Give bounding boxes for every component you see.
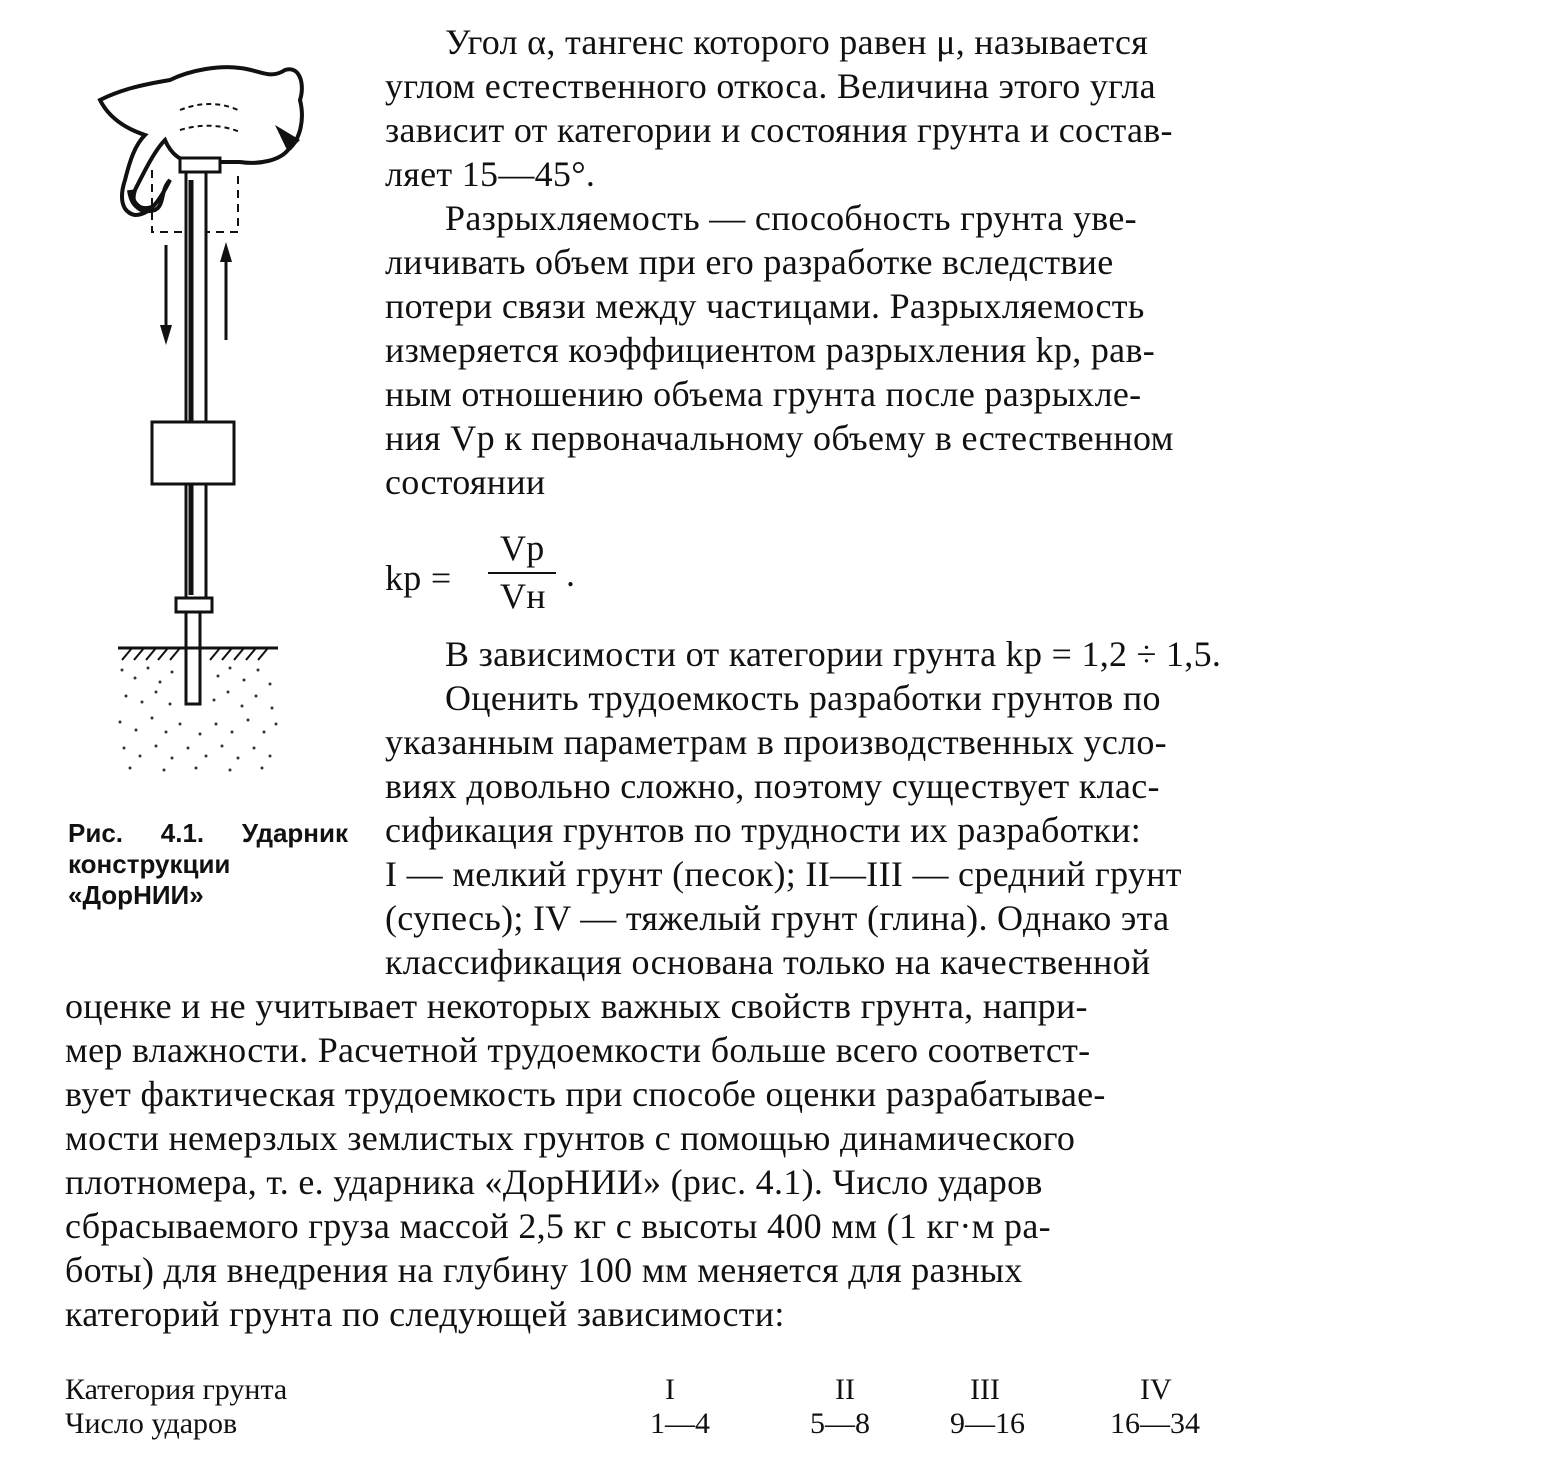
hammer-device-illustration bbox=[60, 40, 360, 780]
table-cell: I bbox=[665, 1373, 675, 1406]
table-cell: III bbox=[970, 1373, 1000, 1406]
formula-numerator: Vр bbox=[500, 528, 545, 568]
table-row-label: Число ударов bbox=[65, 1407, 238, 1440]
table-cell: IV bbox=[1140, 1373, 1172, 1406]
table-cell: 16—34 bbox=[1110, 1407, 1200, 1440]
formula-denominator: Vн bbox=[500, 576, 546, 616]
table-row-label: Категория грунта bbox=[65, 1373, 288, 1406]
text-line: указанным параметрам в производственных усло- bbox=[385, 722, 1167, 762]
text-line: Разрыхляемость — способность грунта уве- bbox=[445, 198, 1137, 238]
text-line: ляет 15—45°. bbox=[385, 154, 596, 194]
text-line: потери связи между частицами. Разрыхляемость bbox=[385, 286, 1145, 326]
text-line: боты) для внедрения на глубину 100 мм меняется для разных bbox=[65, 1250, 1023, 1290]
text-line: ния Vр к первоначальному объему в естественном bbox=[385, 418, 1174, 458]
text-line: классификация основана только на качественной bbox=[385, 942, 1151, 982]
figure-caption: Рис. 4.1. Ударник конструкции «ДорНИИ» bbox=[68, 818, 348, 910]
text-line: мости немерзлых землистых грунтов с помощью динамического bbox=[65, 1118, 1076, 1158]
text-line: (супесь); IV — тяжелый грунт (глина). Однако эта bbox=[385, 898, 1170, 938]
text-line: сификация грунтов по трудности их разработки: bbox=[385, 810, 1142, 850]
text-line: плотномера, т. е. ударника «ДорНИИ» (рис. 4.1). Число ударов bbox=[65, 1162, 1043, 1202]
text-line: Оценить трудоемкость разработки грунтов по bbox=[445, 678, 1161, 718]
text-line: В зависимости от категории грунта kр = 1,2 ÷ 1,5. bbox=[445, 634, 1222, 674]
text-line: ным отношению объема грунта после разрыхле- bbox=[385, 374, 1142, 414]
text-line: состоянии bbox=[385, 462, 546, 502]
text-line: оценке и не учитывает некоторых важных свойств грунта, напри- bbox=[65, 986, 1088, 1026]
text-line: углом естественного откоса. Величина этого угла bbox=[385, 66, 1156, 106]
formula-lhs: kр = bbox=[385, 558, 452, 598]
text-line: I — мелкий грунт (песок); II—III — средний грунт bbox=[385, 854, 1182, 894]
table-cell: 5—8 bbox=[810, 1407, 870, 1440]
text-line: зависит от категории и состояния грунта и состав- bbox=[385, 110, 1173, 150]
table-cell: 9—16 bbox=[950, 1407, 1025, 1440]
text-line: мер влажности. Расчетной трудоемкости больше всего соответст- bbox=[65, 1030, 1091, 1070]
text-line: вует фактическая трудоемкость при способе оценки разрабатывае- bbox=[65, 1074, 1106, 1114]
formula-end: . bbox=[566, 554, 576, 594]
text-line: категорий грунта по следующей зависимости: bbox=[65, 1294, 785, 1334]
text-line: Угол α, тангенс которого равен μ, называется bbox=[445, 22, 1149, 62]
figure-hammer-device bbox=[60, 40, 360, 780]
table-cell: 1—4 bbox=[650, 1407, 710, 1440]
text-line: виях довольно сложно, поэтому существует клас- bbox=[385, 766, 1160, 806]
table-cell: II bbox=[835, 1373, 855, 1406]
text-line: измеряется коэффициентом разрыхления kр, рав- bbox=[385, 330, 1156, 370]
text-line: сбрасываемого груза массой 2,5 кг с высоты 400 мм (1 кг·м ра- bbox=[65, 1206, 1051, 1246]
text-line: личивать объем при его разработке вследствие bbox=[385, 242, 1114, 282]
